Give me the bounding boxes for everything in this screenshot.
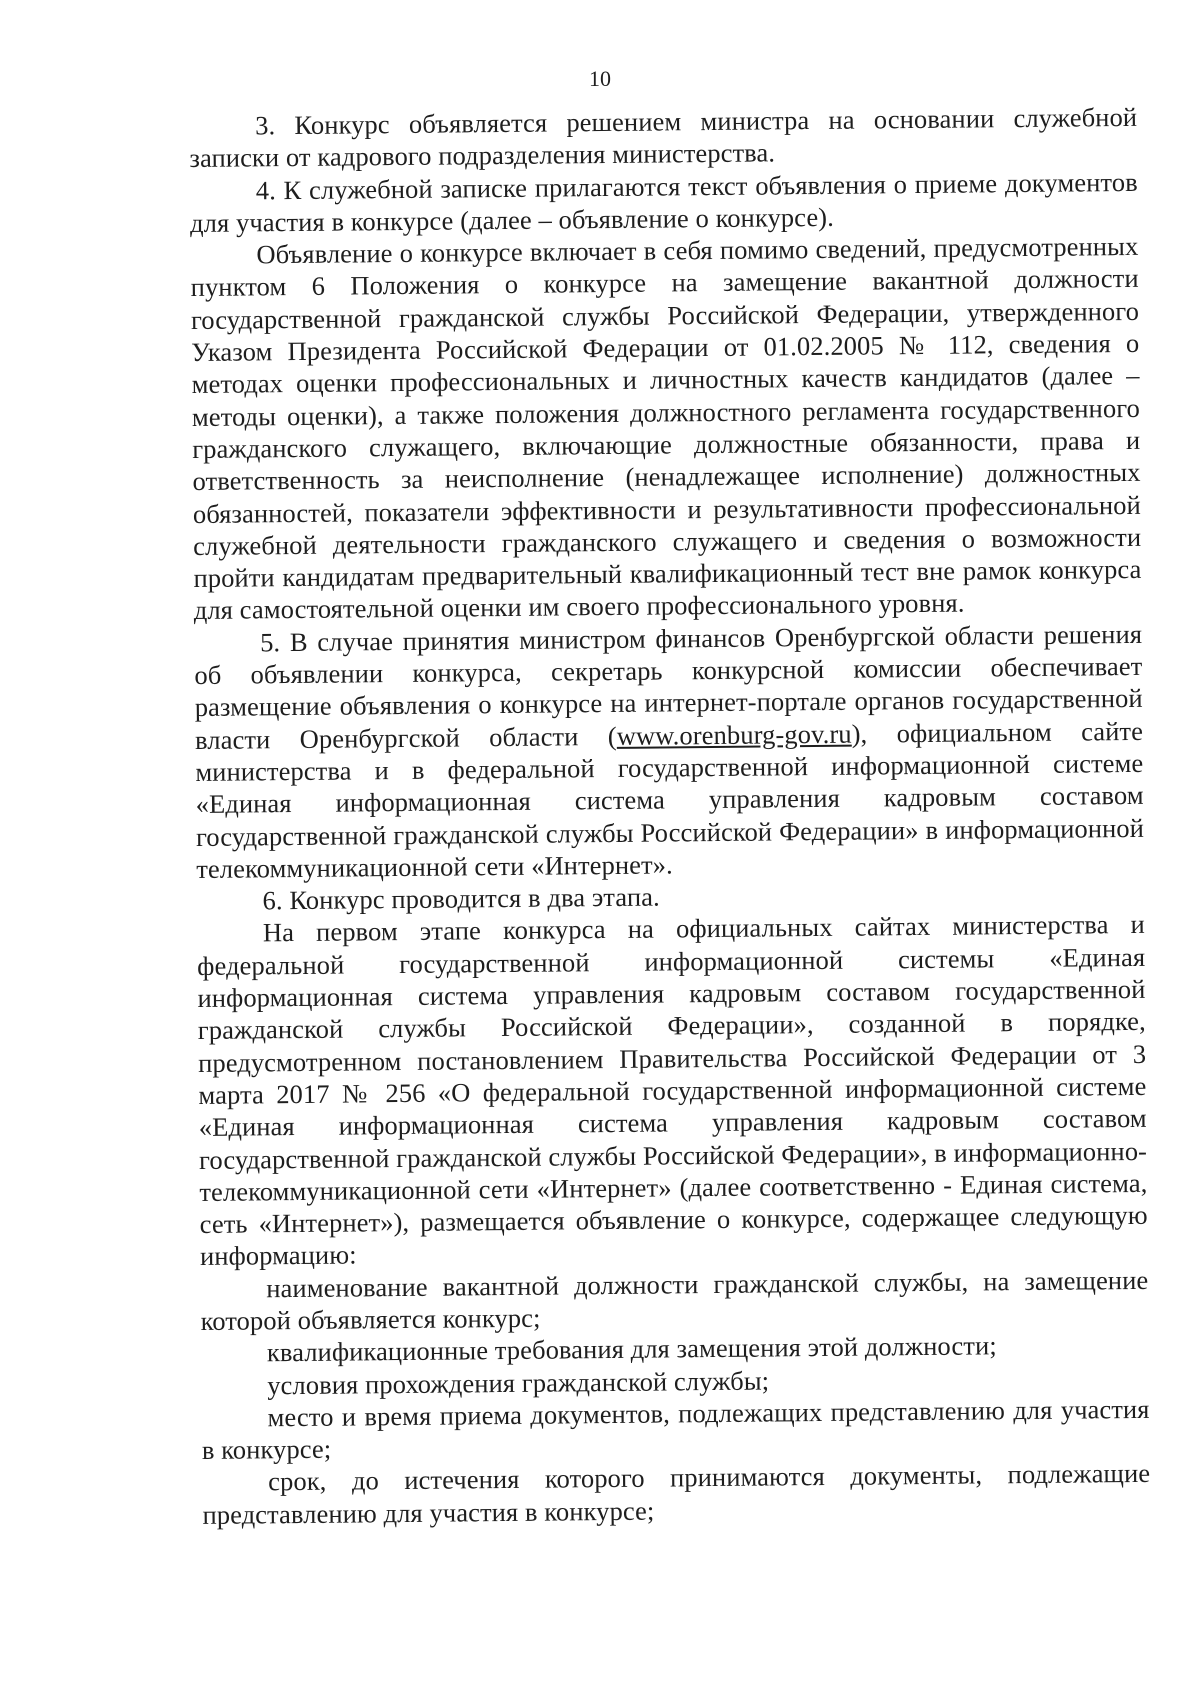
list-item-qualification-requirements: квалификационные требования для замещения этой должности; (266, 1330, 997, 1368)
page-number: 10 (589, 66, 611, 91)
list-item-document-place-time: место и время приема документов, подлежащих представлению для участия в конкурсе; (201, 1393, 1150, 1466)
list-item-document-deadline: срок, до истечения которого принимаются документы, подлежащие представлению для участия в конкурсе; (202, 1458, 1151, 1530)
paragraph-4: 4. К служебной записке прилагаются текст объявления о приеме документов для участия в конкурсе (далее – объявление о конкурсе). (189, 166, 1138, 238)
paragraph-announcement-content: Объявление о конкурсе включает в себя помимо сведений, предусмотренных пунктом 6 Положения о конкурсе на замещение вакантной должности государственной гражданской службы Российской Федерации, утвержденного Указом Президента Российской Федерации от 01.02.2005 № 112, сведения о методах оценки профессиональных и личностных качеств кандидатов (далее – методы оценки), а также положения должностного регламента государственного гражданского служащего, включающие должностные обязанности, права и ответственность за неисполнение (ненадлежащее исполнение) должностных обязанностей, показатели эффективности и результативности профессиональной служебной деятельности гражданского служащего и сведения о возможности пройти кандидатам предварительный квалификационный тест вне рамок конкурса для самостоятельной оценки им своего профессионального уровня. (190, 231, 1142, 626)
paragraph-3: 3. Конкурс объявляется решением министра на основании служебной записки от кадрового подразделения министерства. (189, 101, 1138, 174)
list-item-service-conditions: условия прохождения гражданской службы; (267, 1365, 770, 1400)
orenburg-gov-link[interactable]: www.orenburg-gov.ru (616, 718, 852, 751)
list-item-vacancy-name: наименование вакантной должности гражданской службы, на замещение которой объявляется конкурс; (200, 1264, 1149, 1336)
paragraph-5 (194, 618, 1144, 885)
paragraph-6: 6. Конкурс проводится в два этапа. (262, 881, 660, 916)
paragraph-first-stage: На первом этапе конкурса на официальных сайтах министерства и федеральной государственной информационной системы «Единая информационная система управления кадровым составом государственной гражданской службы Российской Федерации», созданной в порядке, предусмотренном постановлением Правительства Российской Федерации от 3 марта 2017 № 256 «О федеральной государственной информационной системе «Единая информационная система управления кадровым составом государственной гражданской службы Российской Федерации», в информационно-телекоммуникационной сети «Интернет» (далее соответственно - Единая система, сеть «Интернет»), размещается объявление о конкурсе, содержащее следующую информацию: (197, 909, 1148, 1272)
paragraph-5-text-before: 5. В случае принятия министром финансов Оренбургской области решения об объявлении конкурса, секретарь конкурсной комиссии обеспечивает размещение объявления о конкурсе на интернет-портале органов государственной власти Оренбургской области ( (194, 618, 1143, 755)
document-body (189, 101, 1151, 1531)
paragraph-5-text-after: ), официальном сайте министерства и в федеральной государственной информационной системе «Единая информационная система управления кадровым составом государственной гражданской службы Российской Федерации» в информационной телекоммуникационной сети «Интернет». (195, 715, 1145, 884)
